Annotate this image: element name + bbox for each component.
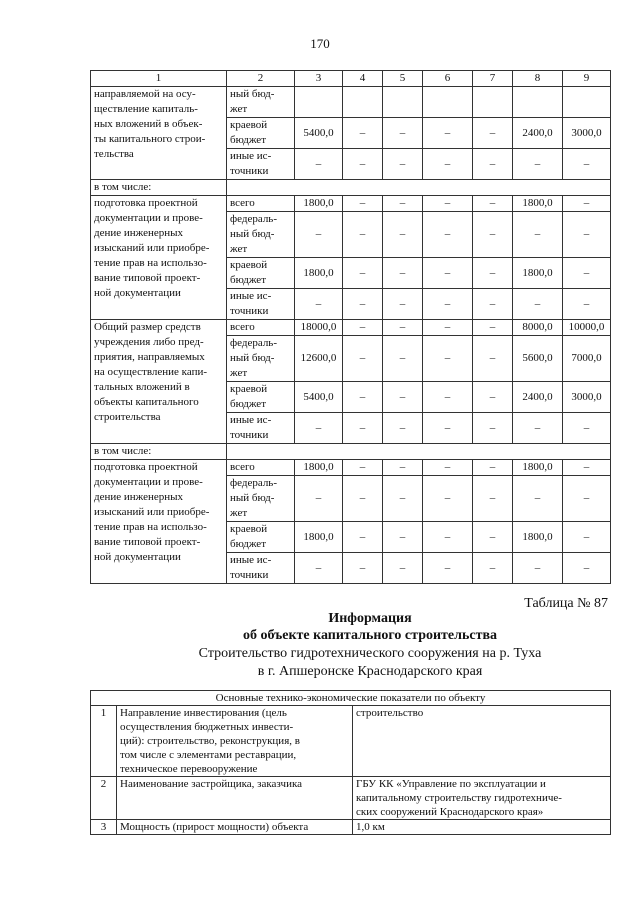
value-cell: 1800,0	[513, 460, 563, 476]
indicators-header-row	[91, 691, 611, 706]
value-cell: 12600,0	[295, 336, 343, 382]
funding-source: федераль- ный бюд- жет	[227, 336, 295, 382]
value-cell: –	[423, 289, 473, 320]
value-cell: –	[343, 212, 383, 258]
value-cell: –	[343, 336, 383, 382]
value-cell: –	[343, 258, 383, 289]
value-cell: –	[473, 413, 513, 444]
value-cell: –	[383, 196, 423, 212]
value-cell	[563, 87, 611, 118]
value-cell: –	[343, 196, 383, 212]
value-cell: –	[343, 289, 383, 320]
value-cell: –	[295, 149, 343, 180]
value-cell: –	[563, 413, 611, 444]
funding-table	[90, 70, 611, 584]
value-cell: –	[383, 382, 423, 413]
value-cell	[473, 87, 513, 118]
value-cell: –	[295, 289, 343, 320]
funding-source: иные ис- точники	[227, 553, 295, 584]
column-header: 1	[91, 71, 227, 87]
value-cell: –	[343, 149, 383, 180]
indicator-label: Мощность (прирост мощности) объекта	[117, 820, 353, 835]
indicator-row	[91, 777, 611, 820]
indicator-row	[91, 706, 611, 777]
value-cell: –	[383, 522, 423, 553]
value-cell: 1800,0	[295, 460, 343, 476]
value-cell: –	[383, 413, 423, 444]
value-cell: 3000,0	[563, 382, 611, 413]
value-cell: –	[473, 118, 513, 149]
table-number: Таблица № 87	[524, 596, 608, 611]
value-cell: 10000,0	[563, 320, 611, 336]
value-cell: –	[473, 522, 513, 553]
value-cell: –	[563, 212, 611, 258]
value-cell: –	[473, 149, 513, 180]
value-cell: –	[423, 382, 473, 413]
funding-source: краевой бюджет	[227, 522, 295, 553]
value-cell: –	[473, 212, 513, 258]
value-cell: –	[423, 320, 473, 336]
indicators-table	[90, 690, 611, 835]
value-cell: 18000,0	[295, 320, 343, 336]
section-label: в том числе:	[91, 180, 227, 196]
section-spacer	[227, 180, 611, 196]
funding-source: иные ис- точники	[227, 413, 295, 444]
value-cell	[423, 87, 473, 118]
funding-source: краевой бюджет	[227, 118, 295, 149]
value-cell: –	[423, 460, 473, 476]
value-cell: –	[513, 212, 563, 258]
value-cell: –	[563, 553, 611, 584]
value-cell: –	[423, 258, 473, 289]
indicators-header: Основные технико-экономические показатели по объекту	[91, 691, 611, 706]
value-cell: –	[563, 522, 611, 553]
column-header: 2	[227, 71, 295, 87]
column-header: 3	[295, 71, 343, 87]
funding-source: ный бюд- жет	[227, 87, 295, 118]
value-cell: –	[473, 258, 513, 289]
indicator-value: ГБУ КК «Управление по эксплуатации и капитальному строительству гидротехниче- ских сооружений Краснодарского края»	[353, 777, 611, 820]
value-cell: –	[343, 382, 383, 413]
value-cell: –	[423, 118, 473, 149]
funding-source: краевой бюджет	[227, 258, 295, 289]
table-header-row	[91, 71, 611, 87]
value-cell: –	[295, 476, 343, 522]
value-cell: –	[383, 553, 423, 584]
value-cell: 1800,0	[295, 522, 343, 553]
section-row	[91, 180, 611, 196]
value-cell: –	[423, 413, 473, 444]
value-cell: –	[473, 382, 513, 413]
value-cell: –	[513, 553, 563, 584]
value-cell: –	[383, 460, 423, 476]
value-cell: –	[473, 476, 513, 522]
funding-source: всего	[227, 196, 295, 212]
value-cell: –	[343, 320, 383, 336]
value-cell: –	[343, 460, 383, 476]
value-cell: –	[383, 336, 423, 382]
column-header: 9	[563, 71, 611, 87]
section-row	[91, 444, 611, 460]
value-cell: –	[423, 149, 473, 180]
value-cell: 2400,0	[513, 382, 563, 413]
indicator-number: 3	[91, 820, 117, 835]
value-cell: –	[383, 289, 423, 320]
row-label: подготовка проектной документации и прове- дение инженерных изысканий или приобре- тение прав на использо- вание типовой проект- ной документации	[91, 196, 227, 320]
indicator-value: строительство	[353, 706, 611, 777]
table-row	[91, 87, 611, 118]
value-cell: –	[383, 258, 423, 289]
value-cell: –	[563, 476, 611, 522]
heading-subtitle: об объекте капитального строительства	[242, 628, 498, 643]
value-cell: 2400,0	[513, 118, 563, 149]
value-cell: –	[563, 258, 611, 289]
value-cell: 1800,0	[513, 258, 563, 289]
value-cell: –	[343, 522, 383, 553]
indicator-label: Направление инвестирования (цель осуществления бюджетных инвести- ций): строительство, реконструкция, в том числе с элементами реставрации, техническое перевооружение	[117, 706, 353, 777]
value-cell: –	[513, 149, 563, 180]
section-spacer	[227, 444, 611, 460]
value-cell: 3000,0	[563, 118, 611, 149]
funding-source: всего	[227, 320, 295, 336]
value-cell: –	[383, 149, 423, 180]
row-label: подготовка проектной документации и прове- дение инженерных изысканий или приобре- тение прав на использо- вание типовой проект- ной документации	[91, 460, 227, 584]
column-header: 8	[513, 71, 563, 87]
column-header: 6	[423, 71, 473, 87]
value-cell: –	[473, 553, 513, 584]
table-row	[91, 460, 611, 476]
heading-title: Информация	[328, 611, 412, 626]
indicator-number: 1	[91, 706, 117, 777]
value-cell: –	[563, 196, 611, 212]
value-cell: –	[343, 553, 383, 584]
value-cell: 1800,0	[295, 258, 343, 289]
value-cell: 8000,0	[513, 320, 563, 336]
value-cell: –	[473, 320, 513, 336]
value-cell: 5400,0	[295, 118, 343, 149]
value-cell: –	[423, 553, 473, 584]
funding-source: иные ис- точники	[227, 289, 295, 320]
value-cell: –	[473, 460, 513, 476]
value-cell: –	[295, 413, 343, 444]
column-header: 4	[343, 71, 383, 87]
value-cell: –	[473, 336, 513, 382]
value-cell	[383, 87, 423, 118]
row-label: направляемой на осу- ществление капиталь- ных вложений в объек- ты капитального строи- тельства	[91, 87, 227, 180]
indicator-label: Наименование застройщика, заказчика	[117, 777, 353, 820]
section-label: в том числе:	[91, 444, 227, 460]
value-cell: –	[423, 212, 473, 258]
value-cell: 1800,0	[295, 196, 343, 212]
column-header: 7	[473, 71, 513, 87]
value-cell: –	[563, 149, 611, 180]
value-cell: –	[513, 289, 563, 320]
column-header: 5	[383, 71, 423, 87]
value-cell: –	[423, 476, 473, 522]
value-cell: –	[473, 196, 513, 212]
value-cell	[513, 87, 563, 118]
value-cell: –	[383, 320, 423, 336]
heading-object-name: Строительство гидротехнического сооружения на р. Туха	[198, 646, 542, 661]
value-cell: –	[343, 476, 383, 522]
funding-source: краевой бюджет	[227, 382, 295, 413]
value-cell: –	[383, 118, 423, 149]
value-cell: –	[513, 413, 563, 444]
funding-source: всего	[227, 460, 295, 476]
value-cell: –	[473, 289, 513, 320]
value-cell: –	[295, 212, 343, 258]
value-cell: –	[383, 476, 423, 522]
funding-source: федераль- ный бюд- жет	[227, 476, 295, 522]
value-cell: –	[563, 289, 611, 320]
value-cell: –	[383, 212, 423, 258]
value-cell: –	[513, 476, 563, 522]
value-cell: 1800,0	[513, 196, 563, 212]
value-cell: 7000,0	[563, 336, 611, 382]
funding-source: федераль- ный бюд- жет	[227, 212, 295, 258]
indicator-number: 2	[91, 777, 117, 820]
value-cell	[343, 87, 383, 118]
value-cell: –	[343, 118, 383, 149]
indicator-row	[91, 820, 611, 835]
value-cell: 1800,0	[513, 522, 563, 553]
heading-object-location: в г. Апшеронске Краснодарского края	[257, 664, 483, 679]
value-cell: –	[343, 413, 383, 444]
value-cell: –	[423, 522, 473, 553]
value-cell	[295, 87, 343, 118]
value-cell: –	[423, 336, 473, 382]
table-row	[91, 196, 611, 212]
value-cell: –	[563, 460, 611, 476]
table-row	[91, 320, 611, 336]
indicator-value: 1,0 км	[353, 820, 611, 835]
value-cell: –	[295, 553, 343, 584]
value-cell: 5400,0	[295, 382, 343, 413]
page-number: 170	[310, 36, 330, 51]
value-cell: –	[423, 196, 473, 212]
row-label: Общий размер средств учреждения либо пред- приятия, направляемых на осуществление капи- тальных вложений в объекты капитального строительства	[91, 320, 227, 444]
value-cell: 5600,0	[513, 336, 563, 382]
funding-source: иные ис- точники	[227, 149, 295, 180]
